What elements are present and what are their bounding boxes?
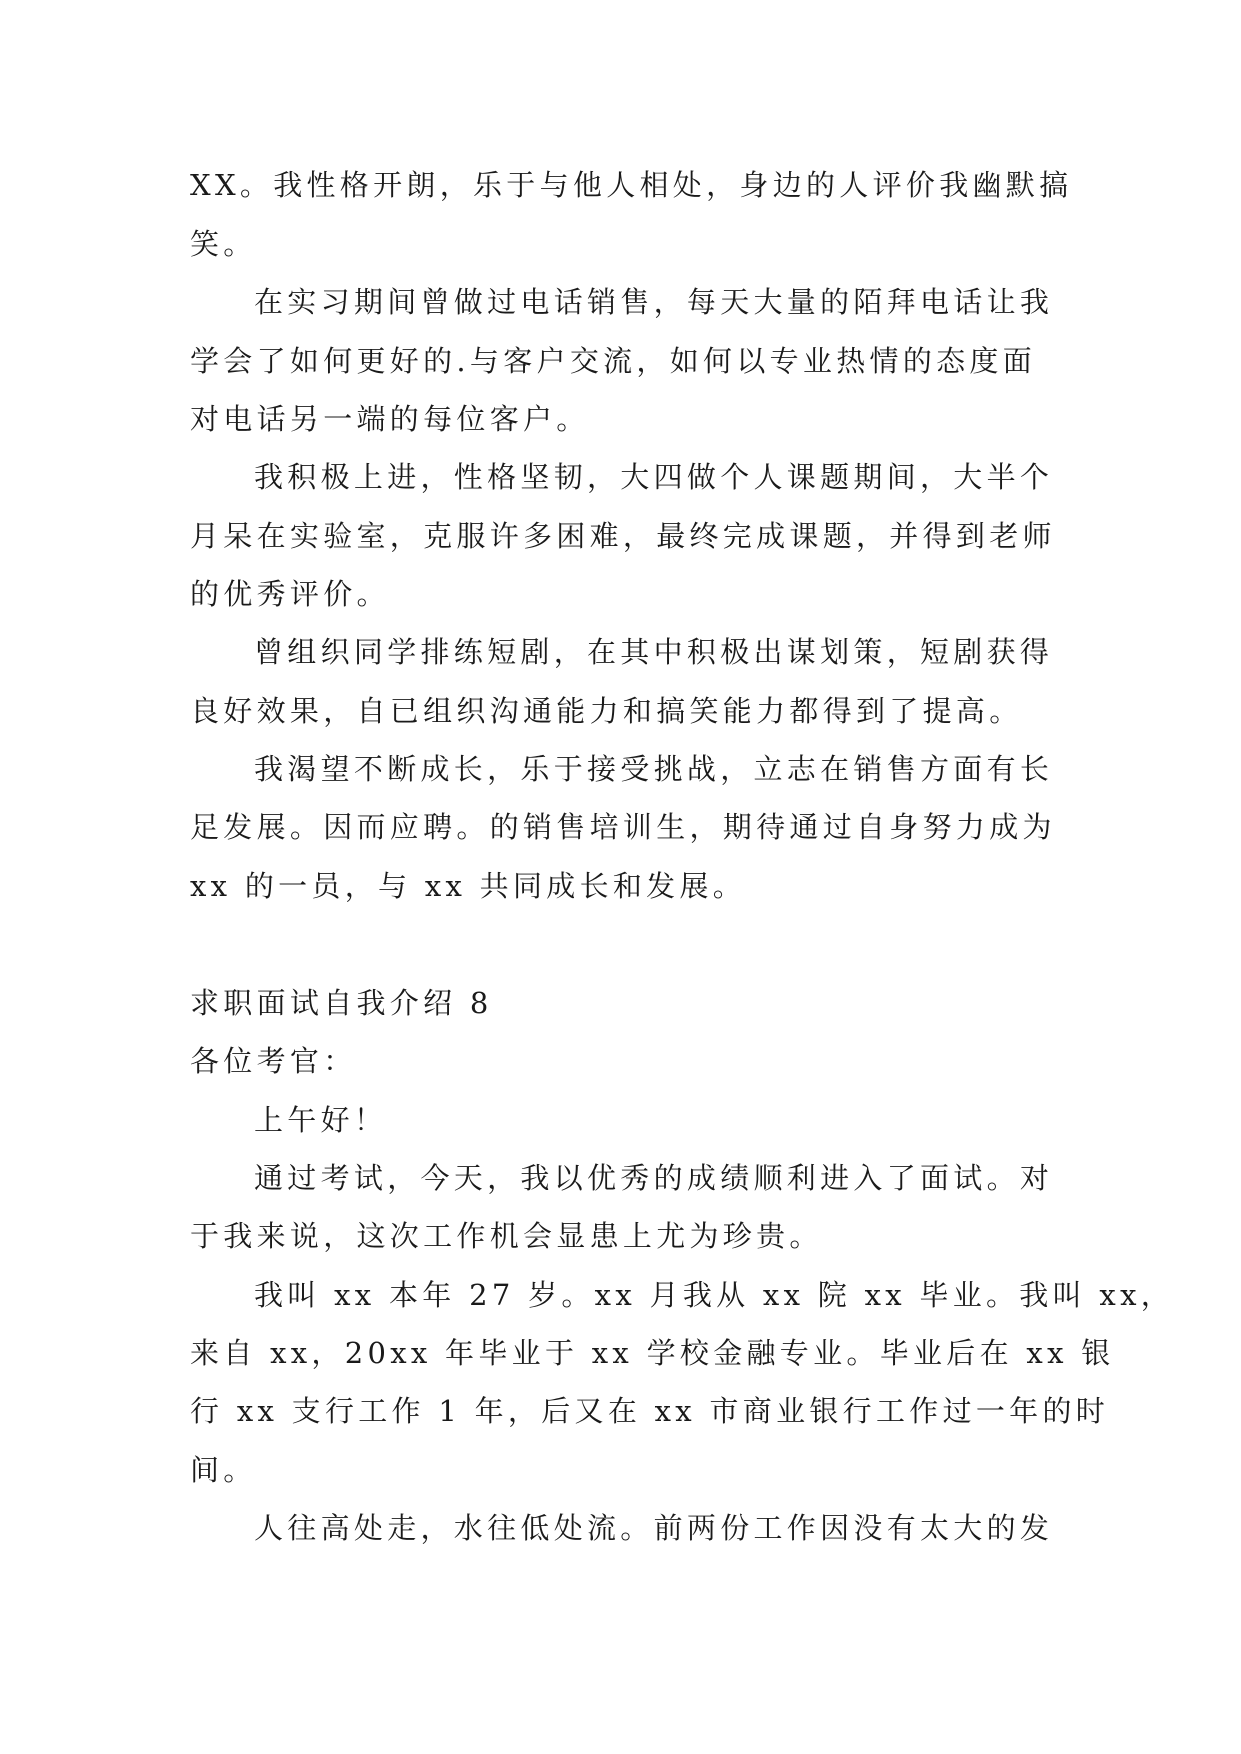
paragraph-line: xx 的一员，与 xx 共同成长和发展。: [190, 869, 747, 903]
paragraph-line: 的优秀评价。: [190, 577, 390, 611]
paragraph-line: 行 xx 支行工作 1 年，后又在 xx 市商业银行工作过一年的时: [190, 1394, 1110, 1428]
paragraph-line: 良好效果，自已组织沟通能力和搞笑能力都得到了提高。: [190, 694, 1023, 728]
paragraph-line: XX。我性格开朗，乐于与他人相处，身边的人评价我幽默搞: [190, 168, 1073, 202]
paragraph-line: 足发展。因而应聘。的销售培训生，期待通过自身努力成为: [190, 810, 1056, 844]
section-heading: 求职面试自我介绍 8: [190, 986, 493, 1020]
salutation: 各位考官：: [190, 1044, 357, 1078]
paragraph-line: 我叫 xx 本年 27 岁。xx 月我从 xx 院 xx 毕业。我叫 xx，: [254, 1278, 1175, 1312]
paragraph-line: 月呆在实验室，克服许多困难，最终完成课题，并得到老师: [190, 519, 1056, 553]
paragraph-line: 通过考试，今天，我以优秀的成绩顺利进入了面试。对: [254, 1161, 1054, 1195]
paragraph-line: 在实习期间曾做过电话销售，每天大量的陌拜电话让我: [254, 285, 1054, 319]
greeting: 上午好！: [254, 1103, 388, 1137]
paragraph-line: 人往高处走，水往低处流。前两份工作因没有太大的发: [254, 1511, 1054, 1545]
paragraph-line: 我渴望不断成长，乐于接受挑战，立志在销售方面有长: [254, 752, 1054, 786]
paragraph-line: 来自 xx，20xx 年毕业于 xx 学校金融专业。毕业后在 xx 银: [190, 1336, 1115, 1370]
paragraph-line: 我积极上进，性格坚韧，大四做个人课题期间，大半个: [254, 460, 1054, 494]
paragraph-line: 笑。: [190, 227, 257, 261]
paragraph-line: 曾组织同学排练短剧，在其中积极出谋划策，短剧获得: [254, 635, 1054, 669]
paragraph-line: 于我来说，这次工作机会显患上尤为珍贵。: [190, 1219, 823, 1253]
paragraph-line: 学会了如何更好的.与客户交流，如何以专业热情的态度面: [190, 344, 1037, 378]
paragraph-line: 对电话另一端的每位客户。: [190, 402, 590, 436]
paragraph-line: 间。: [190, 1453, 257, 1487]
